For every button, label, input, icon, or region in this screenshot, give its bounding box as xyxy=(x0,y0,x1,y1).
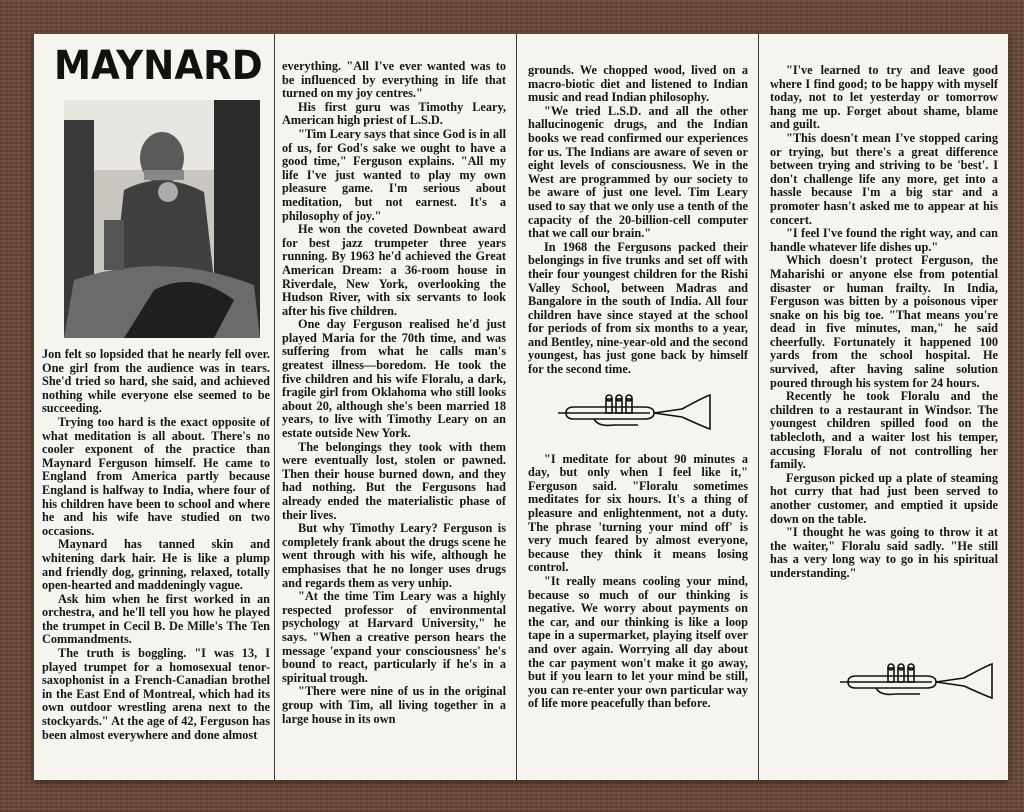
column-4 xyxy=(770,64,998,780)
column-divider xyxy=(274,34,275,780)
article-title: MAYNARD xyxy=(54,43,263,89)
column-3 xyxy=(528,64,748,780)
paragraph: Recently he took Floralu and the children to a restaurant in Windsor. The youngest children spilled food on the tablecloth, and a waiter lost his temper, accusing Floralu of not controlling her family. xyxy=(770,389,998,472)
paragraph: His first guru was Timothy Leary, American high priest of L.S.D. xyxy=(282,99,506,128)
paragraph: The truth is boggling. "I was 13, I played trumpet for a homosexual tenor-saxophonist in a French-Canadian brothel in the East End of Montreal, which had its own outdoor wrestling arena next to the stockyards." At the age of 42, Ferguson has been almost everywhere and done almost xyxy=(42,646,270,742)
paragraph: "I feel I've found the right way, and can handle whatever life dishes up." xyxy=(770,226,998,254)
paragraph: "We tried L.S.D. and all the other hallucinogenic drugs, and the Indian books we read confirmed our experiences for us. The Indians are aware of seven or eight levels of consciousness. We in the West are programmed by our society to be aware of just one level. Tim Leary used to say that we only use a tenth of the capacity of the 20-billion-cell computer that we call our brain." xyxy=(528,103,748,241)
trumpet-icon xyxy=(836,660,996,700)
paragraph: He won the coveted Downbeat award for best jazz trumpeter three years running. By 1963 he'd achieved the Great American Dream: a 36-room house in Riverdale, New York, overlooking the Hudson River, with six servants to look after his five children. xyxy=(282,222,506,318)
paragraph: Maynard has tanned skin and whitening dark hair. He is like a plump and friendly dog, grinning, relaxed, totally open-hearted and maddeningly vague. xyxy=(42,537,270,593)
paragraph: Jon felt so lopsided that he nearly fell over. One girl from the audience was in tears. She'd tried so hard, she said, and achieved nothing while everyone else seemed to be succeeding. xyxy=(42,347,270,416)
paragraph: Ferguson picked up a plate of steaming hot curry that had just been served to another customer, and emptied it upside down on the table. xyxy=(770,470,998,526)
paragraph: "At the time Tim Leary was a highly respected professor of environmental psychology at Harvard University," he says. "When a creative person hears the message 'expand your consciousness' he's bound to react, particularly if he's in a spiritual trough. xyxy=(282,589,506,685)
photo-maynard-ferguson xyxy=(64,100,260,338)
paragraph: "I've learned to try and leave good where I find good; to be happy with myself today, not to let yesterday or tomorrow hang me up. Forget about shame, blame and guilt. xyxy=(770,64,998,132)
paragraph: "There were nine of us in the original group with Tim, all living together in a large house in its own xyxy=(282,684,506,726)
column-divider xyxy=(758,34,759,780)
paragraph: One day Ferguson realised he'd just played Maria for the 70th time, and was suffering from what he calls man's greatest illness—boredom. He took the five children and his wife Floralu, a dark, fragile girl from Oklahoma who still looks about 20, although she's been married 18 years, to live with Timothy Leary on an estate outside New York. xyxy=(282,317,506,441)
paragraph: "It really means cooling your mind, because so much of our thinking is negative. We worry about payments on the car, and our thinking is like a loop tape in a supermarket, playing itself over and over again. Worrying all day about the car payment won't make it go away, but if you learn to let your mind be still, you can re-enter your own particular way of life more peacefully than before. xyxy=(528,574,748,711)
paragraph: Trying too hard is the exact opposite of what meditation is all about. There's no cooler exponent of the practice than Maynard Ferguson himself. He came to England from America partly because England is halfway to India, where four of his children have been to school and where he and his wife have studied on two occasions. xyxy=(42,414,270,538)
paragraph: But why Timothy Leary? Ferguson is completely frank about the drugs scene he went through with his wife, although he emphasises that he no longer uses drugs and regards them as very unhip. xyxy=(282,521,506,590)
paragraph: "Tim Leary says that since God is in all of us, for God's sake we ought to have a good time," Ferguson explains. "All my life I've just wanted to play my own pleasure game. I'm serious about meditation, but not earnest. It's a philosophy of joy." xyxy=(282,126,506,223)
column-1 xyxy=(42,34,270,780)
column-2 xyxy=(282,60,506,780)
paragraph: everything. "All I've ever wanted was to be influenced by everything in life that turned on my joy centres." xyxy=(282,60,506,101)
paragraph: grounds. We chopped wood, lived on a macro-biotic diet and listened to Indian music and read Indian philosophy. xyxy=(528,64,748,105)
trumpet-player-photo-icon xyxy=(64,100,260,338)
paragraph: Which doesn't protect Ferguson, the Maharishi or anyone else from potential disaster or human frailty. In India, Ferguson was bitten by a poisonous viper snake on his big toe. "That means you're dead in five minutes, man," he said cheerfully. Fortunately it happened 100 yards from the school hospital. He survived, after having saline solution poured through his system for 24 hours. xyxy=(770,253,998,390)
paragraph: "I thought he was going to throw it at the waiter," Floralu said sadly. "He still has a very long way to go in his spiritual understanding." xyxy=(770,525,998,580)
paragraph: In 1968 the Fergusons packed their belongings in five trunks and set off with their four youngest children for the Rishi Valley School, between Madras and Bangalore in the south of India. All four children have since stayed at the school for periods of from six months to a year, and Bentley, nine-year-old and the second youngest, has just gone back by himself for the second time. xyxy=(528,239,748,377)
paragraph: The belongings they took with them were eventually lost, stolen or pawned. Then their house burned down, and they had nothing. But the Fergusons had already ended the materialistic phase of their lives. xyxy=(282,439,506,522)
paragraph: Ask him when he first worked in an orchestra, and he'll tell you how he played the trumpet in Cecil B. De Mille's The Ten Commandments. xyxy=(42,591,270,647)
paragraph: "This doesn't mean I've stopped caring or trying, but there's a great difference between trying and striving to be 'best'. I don't challenge life any more, get into a hassle because I'm a big star and a promoter hasn't asked me to appear at his concert. xyxy=(770,130,998,227)
magazine-page xyxy=(34,34,1008,780)
column-divider xyxy=(516,34,517,780)
trumpet-icon xyxy=(554,391,714,431)
paragraph: "I meditate for about 90 minutes a day, but only when I feel like it," Ferguson said. "Floralu sometimes meditates for six hours. It's a thing of pleasure and enlightenment, not a duty. The phrase 'turning your mind off' is very much feared by almost everyone, because they think it means losing control. xyxy=(528,451,748,575)
